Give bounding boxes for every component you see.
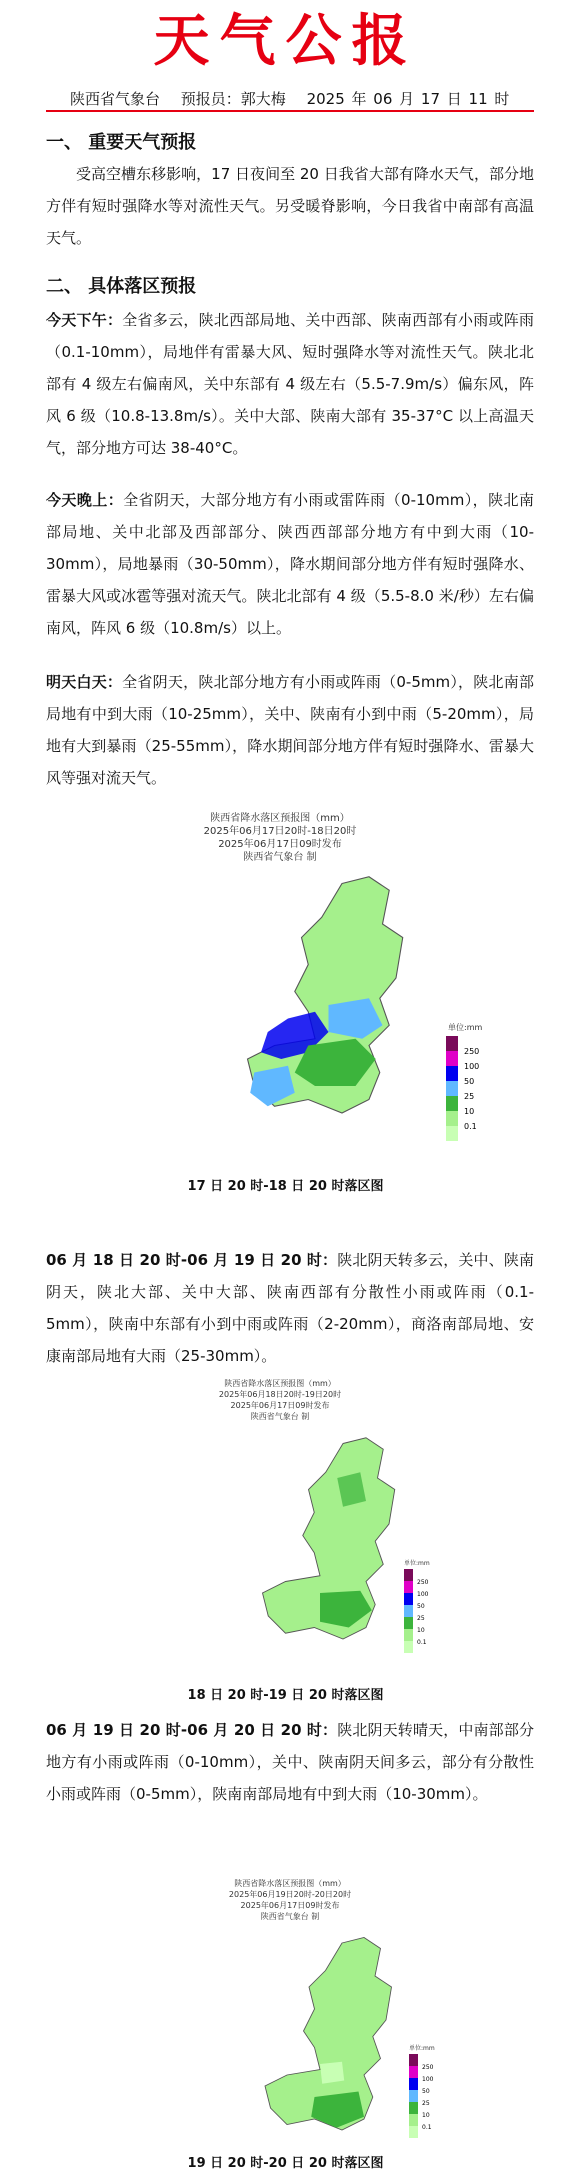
map-issued: 2025年06月17日09时发布 — [230, 1401, 330, 1410]
legend-level: 10 — [417, 1627, 425, 1634]
legend-swatch — [409, 2114, 418, 2126]
map-title: 陕西省降水落区预报图（mm） — [224, 1379, 336, 1388]
legend-swatch — [409, 2078, 418, 2090]
map-title: 陕西省降水落区预报图（mm） — [234, 1879, 346, 1888]
legend-level: 0.1 — [417, 1639, 427, 1646]
forecast-text: 陕北阴天转多云，关中、陕南阴天，陕北大部、关中大部、陕南西部有分散性小雨或阵雨（0.1-5mm），陕南中东部有小到中雨或阵雨（2-20mm），商洛南部局地、安康南部局地有大雨（25-30mm）。 — [46, 1251, 534, 1365]
map-period: 2025年06月17日20时-18日20时 — [203, 826, 357, 837]
legend-swatch — [409, 2054, 418, 2066]
legend-level: 25 — [464, 1092, 475, 1101]
forecast-label: 今天下午： — [46, 311, 123, 329]
map-period: 2025年06月19日20时-20日20时 — [228, 1890, 352, 1899]
header-divider — [46, 110, 534, 112]
forecaster-name: 预报员：郭大梅 — [180, 90, 286, 108]
legend-swatch — [409, 2090, 418, 2102]
legend-level: 10 — [464, 1107, 475, 1116]
legend-level: 50 — [464, 1077, 475, 1086]
legend-swatch — [446, 1066, 458, 1081]
forecast-tonight — [46, 484, 534, 644]
map-maker: 陕西省气象台 制 — [260, 1912, 320, 1921]
legend-level: 100 — [422, 2076, 434, 2083]
legend-swatch — [409, 2102, 418, 2114]
legend-swatch — [404, 1593, 413, 1605]
forecast-label: 06 月 18 日 20 时-06 月 19 日 20 时： — [46, 1251, 338, 1269]
map-3-header — [140, 1878, 440, 1922]
legend-level: 250 — [417, 1579, 429, 1586]
legend-swatch — [404, 1569, 413, 1581]
legend-swatch — [446, 1126, 458, 1141]
legend-swatch — [404, 1581, 413, 1593]
forecast-text: 全省阴天，大部分地方有小雨或雷阵雨（0-10mm），陕北南部局地、关中北部及西部部分、陕西西部部分地方有中到大雨（10-30mm），局地暴雨（30-50mm），降水期间部分地方伴有短时强降水、雷暴大风或冰雹等强对流天气。陕北北部有 4 级（5.5-8.0 米/秒）左右偏南风，阵风 6 级（10.8m/s）以上。 — [46, 491, 534, 637]
legend-3 — [405, 2042, 465, 2142]
legend-swatch — [446, 1111, 458, 1126]
map-2-caption: 18 日 20 时-19 日 20 时落区图 — [187, 1688, 384, 1703]
section-heading-areas: 二、 具体落区预报 — [46, 276, 197, 297]
legend-level: 10 — [422, 2112, 430, 2119]
legend-level: 0.1 — [422, 2124, 432, 2131]
legend-unit: 单位:mm — [404, 1560, 430, 1567]
legend-level: 50 — [417, 1603, 425, 1610]
legend-swatch — [404, 1641, 413, 1653]
legend-swatch — [446, 1081, 458, 1096]
legend-level: 100 — [464, 1062, 480, 1071]
legend-swatch — [404, 1629, 413, 1641]
agency-name: 陕西省气象台 — [70, 90, 161, 108]
forecast-today-afternoon — [46, 304, 534, 464]
legend-swatch — [404, 1605, 413, 1617]
legend-swatch — [446, 1036, 458, 1051]
forecast-text: 全省多云，陕北西部局地、关中西部、陕南西部有小雨或阵雨（0.1-10mm），局地伴有雷暴大风、短时强降水等对流性天气。陕北北部有 4 级左右偏南风，关中东部有 4 级左右（5.5-7.9m/s）偏东风，阵风 6 级（10.8-13.8m/s）。关中大部、陕南大部有 35-37°C 以上高温天气，部分地方可达 38-40°C。 — [46, 311, 534, 457]
forecast-text: 全省阴天，陕北部分地方有小雨或阵雨（0-5mm），陕北南部局地有中到大雨（10-25mm），关中、陕南有小到中雨（5-20mm），局地有大到暴雨（25-55mm），降水期间部分地方伴有短时强降水、雷暴大风等强对流天气。 — [46, 673, 534, 787]
map-2-header — [140, 1378, 420, 1422]
legend-swatch — [409, 2126, 418, 2138]
map-issued: 2025年06月17日09时发布 — [240, 1901, 340, 1910]
legend-level: 25 — [422, 2100, 430, 2107]
legend-level: 100 — [417, 1591, 429, 1598]
legend-1 — [440, 1020, 510, 1145]
map-3-caption: 19 日 20 时-20 日 20 时落区图 — [187, 2156, 384, 2171]
map-1-caption: 17 日 20 时-18 日 20 时落区图 — [187, 1179, 384, 1194]
map-maker: 陕西省气象台 制 — [250, 1412, 310, 1421]
legend-unit: 单位:mm — [409, 2045, 435, 2052]
legend-swatch — [404, 1617, 413, 1629]
legend-level: 25 — [417, 1615, 425, 1622]
legend-level: 250 — [422, 2064, 434, 2071]
page-title: 天气公报 — [153, 8, 418, 74]
forecast-label: 06 月 19 日 20 时-06 月 20 日 20 时： — [46, 1721, 338, 1739]
forecast-label: 今天晚上： — [46, 491, 124, 509]
forecast-period-3 — [46, 1714, 534, 1810]
forecast-text: 陕北阴天转晴天，中南部部分地方有小雨或阵雨（0-10mm），关中、陕南阴天间多云，部分有分散性小雨或阵雨（0-5mm），陕南南部局地有中到大雨（10-30mm）。 — [46, 1721, 534, 1803]
legend-swatch — [446, 1051, 458, 1066]
issue-time: 2025 年 06 月 17 日 11 时 — [306, 90, 510, 108]
map-maker: 陕西省气象台 制 — [243, 852, 317, 863]
legend-2 — [400, 1557, 460, 1657]
forecast-label: 明天白天： — [46, 673, 123, 691]
map-period: 2025年06月18日20时-19日20时 — [218, 1390, 342, 1399]
forecast-tomorrow-day — [46, 666, 534, 794]
legend-swatch — [446, 1096, 458, 1111]
bulletin-meta — [70, 88, 523, 109]
map-issued: 2025年06月17日09时发布 — [218, 839, 342, 850]
legend-unit: 单位:mm — [448, 1023, 483, 1032]
forecast-period-2 — [46, 1244, 534, 1372]
legend-level: 0.1 — [464, 1122, 477, 1131]
section-heading-important: 一、 重要天气预报 — [46, 132, 197, 153]
legend-swatch — [409, 2066, 418, 2078]
map-title: 陕西省降水落区预报图（mm） — [210, 813, 350, 824]
legend-level: 50 — [422, 2088, 430, 2095]
legend-level: 250 — [464, 1047, 480, 1056]
section-important-text: 受高空槽东移影响，17 日夜间至 20 日我省大部有降水天气，部分地方伴有短时强降水等对流性天气。另受暖脊影响，今日我省中南部有高温天气。 — [46, 165, 534, 247]
map-1-header — [120, 812, 440, 864]
